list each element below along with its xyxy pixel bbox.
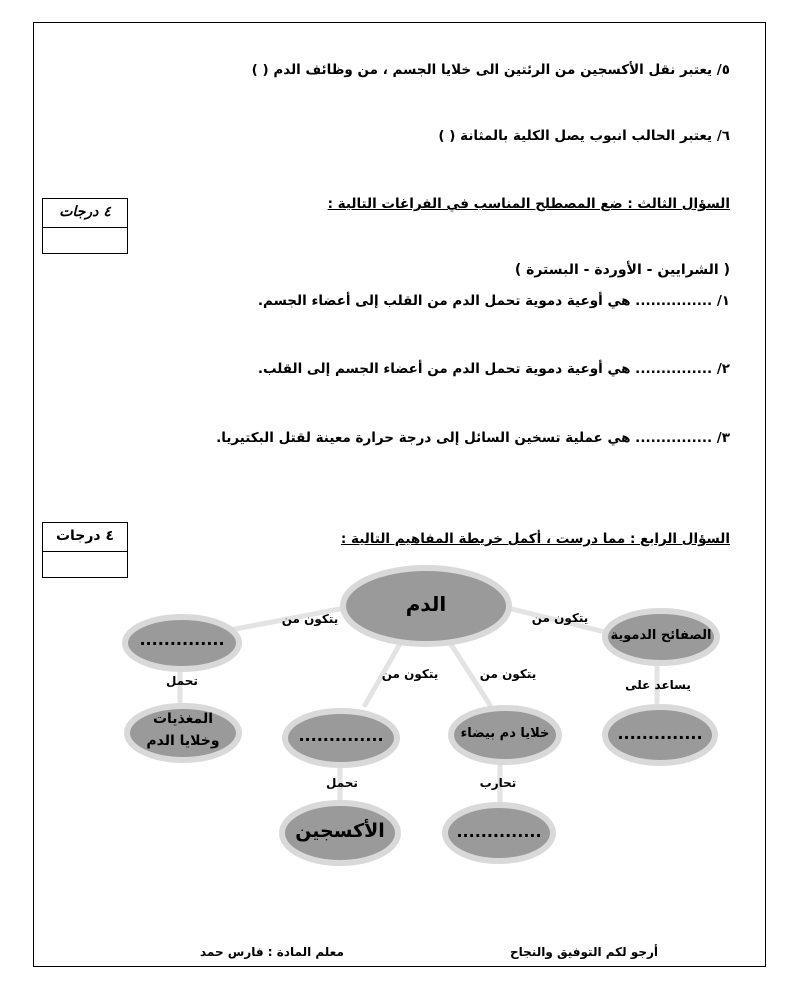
node-blank-mid-text[interactable]: .............. xyxy=(298,726,384,745)
statement-6: ٦/ يعتبر الحالب انبوب يصل الكلية بالمثانة ( ) xyxy=(438,128,730,144)
node-blood-text: الدم xyxy=(405,592,447,616)
question3-item-1: ١/ ............... هي أوعية دموية تحمل الدم من القلب إلى أعضاء الجسم. xyxy=(257,293,730,309)
statement-5: ٥/ يعتبر نقل الأكسجين من الرئتين الى خلايا الجسم ، من وظائف الدم ( ) xyxy=(251,62,730,78)
node-white-cells-text: خلايا دم بيضاء xyxy=(460,726,550,741)
edge-label-consists-mid-right: يتكون من xyxy=(479,667,537,681)
footer-teacher: معلم المادة : فارس حمد xyxy=(200,945,344,959)
edge-label-carries-mid: تحمل xyxy=(326,776,358,790)
node-platelets-text: الصفائح الدموية xyxy=(610,628,712,643)
edge-label-carries-left: تحمل xyxy=(166,674,198,688)
question3-grade-label: ٤ درجات xyxy=(43,199,127,228)
edge-label-consists-mid-left: يتكون من xyxy=(381,667,439,681)
edge-label-consists-right: يتكون من xyxy=(531,611,589,625)
node-oxygen-text: الأكسجين xyxy=(295,820,385,842)
question3-options: ( الشرايين - الأوردة - البسترة ) xyxy=(514,262,730,278)
edge-label-fights: تحارب xyxy=(479,776,517,790)
node-nutrients-text-1: المغذيات xyxy=(152,711,213,727)
question3-title: السؤال الثالث : ضع المصطلح المناسب في الفراغات التالية : xyxy=(327,196,730,212)
question4-grade-label: ٤ درجات xyxy=(43,523,127,552)
node-nutrients-text-2: وخلايا الدم xyxy=(146,733,220,749)
node-white-fight-text[interactable]: .............. xyxy=(456,822,542,841)
question3-item-3: ٣/ ............... هي عملية تسخين السائل إلى درجة حرارة معينة لقتل البكتيريا. xyxy=(216,430,730,446)
edge-label-consists-left: يتكون من xyxy=(281,612,339,626)
node-blank-left-text[interactable]: .............. xyxy=(139,630,225,649)
footer-wish: أرجو لكم التوفيق والنجاح xyxy=(510,945,659,959)
edge-label-helps: يساعد على xyxy=(625,678,691,692)
node-platelets-help-text[interactable]: .............. xyxy=(617,724,703,743)
question4-title: السؤال الرابع : مما درست ، أكمل خريطة المفاهيم التالية : xyxy=(340,531,730,547)
question3-item-2: ٢/ ............... هي أوعية دموية تحمل الدم من أعضاء الجسم إلى القلب. xyxy=(257,361,730,377)
